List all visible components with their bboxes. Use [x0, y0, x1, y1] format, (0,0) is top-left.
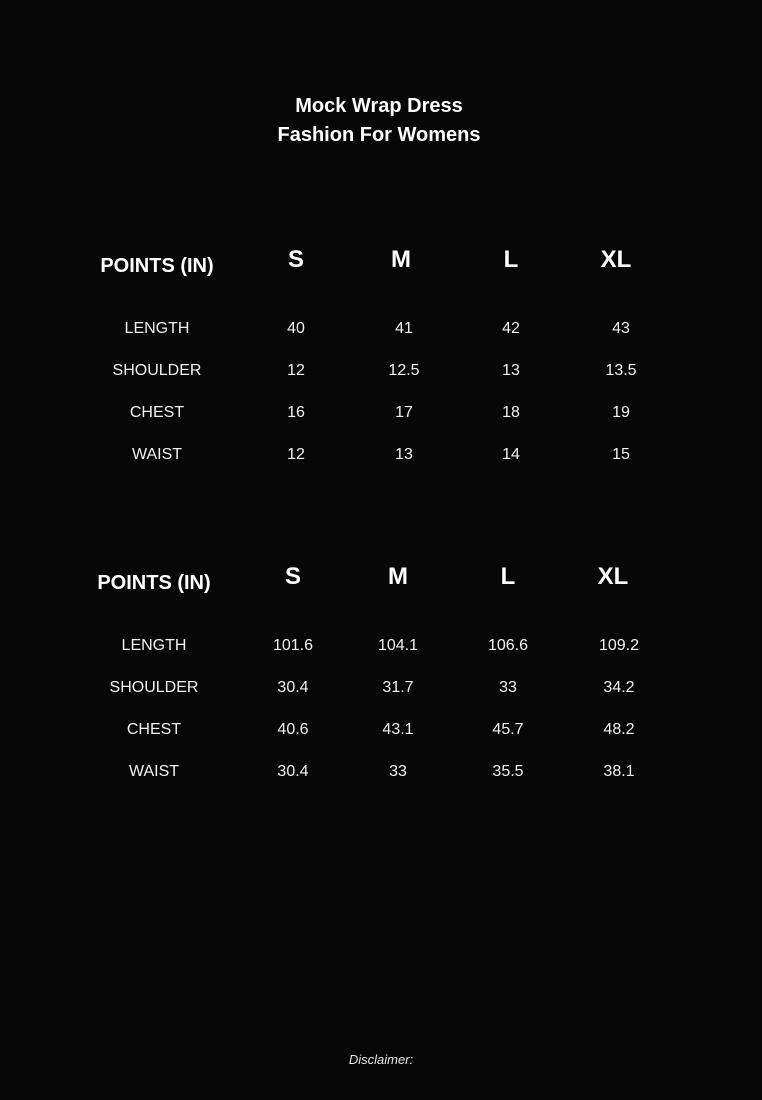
- value-s: 30.4: [277, 763, 309, 780]
- value-l: 18: [502, 404, 520, 421]
- value-xl: 109.2: [598, 637, 640, 654]
- row-label: WAIST: [128, 763, 180, 780]
- value-l: 33: [499, 679, 517, 696]
- page-title: [0, 92, 758, 150]
- value-s: 30.4: [277, 679, 309, 696]
- size-header-l: L: [500, 563, 516, 590]
- value-s: 12: [287, 362, 305, 379]
- size-header-s: S: [284, 563, 301, 590]
- size-header-m: M: [388, 563, 408, 590]
- value-s: 40: [287, 320, 305, 337]
- value-m: 13: [395, 446, 413, 463]
- value-xl: 48.2: [603, 721, 635, 738]
- value-s: 12: [287, 446, 305, 463]
- row-label: SHOULDER: [109, 679, 199, 696]
- value-m: 12.5: [388, 362, 420, 379]
- title-line-1: Mock Wrap Dress: [295, 95, 463, 117]
- value-l: 35.5: [492, 763, 524, 780]
- value-m: 33: [389, 763, 407, 780]
- value-l: 14: [502, 446, 520, 463]
- points-header: POINTS (IN): [100, 255, 214, 277]
- title-line-2: Fashion For Womens: [277, 124, 481, 146]
- value-xl: 34.2: [603, 679, 635, 696]
- value-m: 43.1: [382, 721, 414, 738]
- row-label: SHOULDER: [112, 362, 202, 379]
- value-l: 106.6: [487, 637, 529, 654]
- row-label: LENGTH: [121, 637, 187, 654]
- value-s: 40.6: [277, 721, 309, 738]
- size-header-s: S: [287, 246, 304, 273]
- disclaimer-text: Disclaimer:: [348, 1052, 414, 1067]
- row-label: WAIST: [131, 446, 183, 463]
- value-m: 41: [395, 320, 413, 337]
- size-header-m: M: [391, 246, 411, 273]
- value-s: 16: [287, 404, 305, 421]
- value-s: 101.6: [272, 637, 314, 654]
- value-xl: 43: [612, 320, 630, 337]
- size-header-xl: XL: [597, 563, 629, 590]
- row-label: LENGTH: [124, 320, 190, 337]
- value-l: 13: [502, 362, 520, 379]
- value-m: 104.1: [377, 637, 419, 654]
- value-l: 45.7: [492, 721, 524, 738]
- value-xl: 38.1: [603, 763, 635, 780]
- size-header-l: L: [503, 246, 519, 273]
- value-m: 31.7: [382, 679, 414, 696]
- row-label: CHEST: [126, 721, 182, 738]
- value-l: 42: [502, 320, 520, 337]
- value-xl: 19: [612, 404, 630, 421]
- size-header-xl: XL: [600, 246, 632, 273]
- row-label: CHEST: [129, 404, 185, 421]
- value-m: 17: [395, 404, 413, 421]
- points-header: POINTS (IN): [97, 572, 211, 594]
- value-xl: 13.5: [605, 362, 637, 379]
- value-xl: 15: [612, 446, 630, 463]
